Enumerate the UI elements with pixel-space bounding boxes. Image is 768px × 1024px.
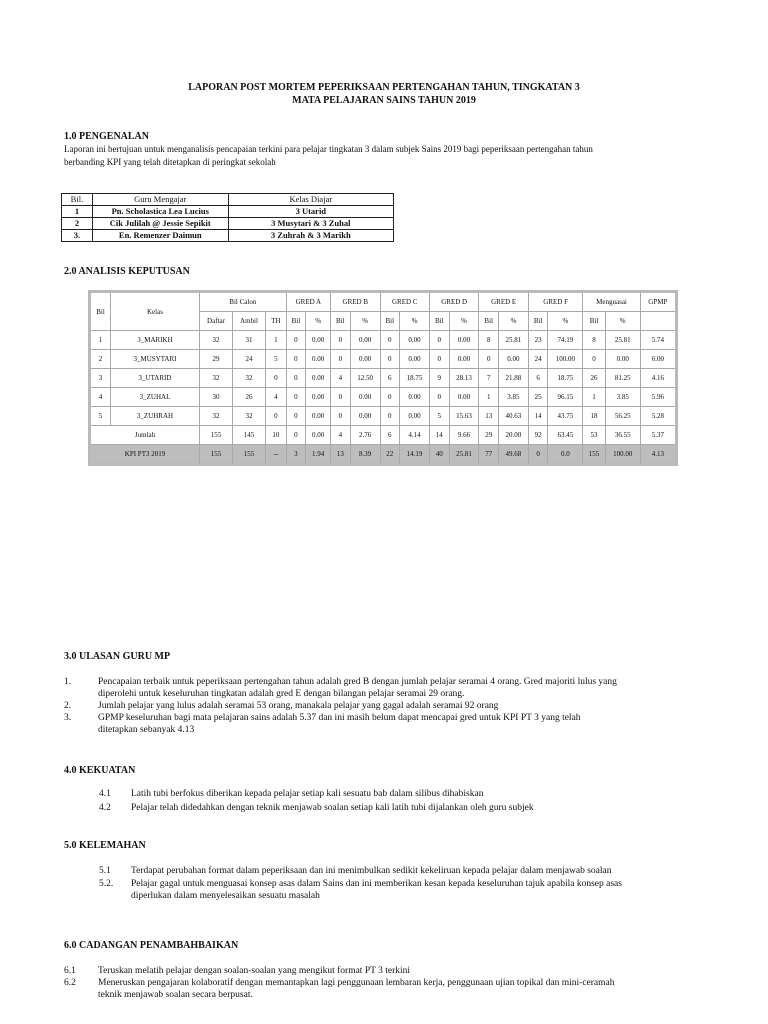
results-cell: 2.76 xyxy=(350,426,380,445)
results-cell: 0.00 xyxy=(306,350,331,369)
section1-heading: 1.0 PENGENALAN xyxy=(64,131,150,142)
results-cell: 25.81 xyxy=(605,331,640,350)
results-header-cell: GRED C xyxy=(380,292,429,312)
results-cell: 0 xyxy=(429,388,449,407)
teacher-row xyxy=(62,230,394,242)
results-cell: 6 xyxy=(380,369,400,388)
results-cell: 1 xyxy=(90,331,111,350)
results-cell: 96.15 xyxy=(548,388,583,407)
results-subheader-cell: % xyxy=(548,312,583,331)
results-cell: 0.00 xyxy=(449,350,479,369)
results-cell: 155 xyxy=(583,445,605,465)
results-cell: 0 xyxy=(331,388,351,407)
results-subheader-cell: Bil xyxy=(583,312,605,331)
teacher-cell: 2 xyxy=(62,218,93,230)
results-cell: 3_UTARID xyxy=(110,369,199,388)
results-cell: 23 xyxy=(528,331,548,350)
results-cell: 31 xyxy=(232,331,265,350)
results-cell: 0.00 xyxy=(400,331,430,350)
results-cell: 0.00 xyxy=(350,388,380,407)
results-cell: 1 xyxy=(265,331,286,350)
results-header-row1 xyxy=(90,292,677,312)
section3-item-number: 2. xyxy=(64,701,72,711)
results-header-cell: Bil xyxy=(90,292,111,331)
results-cell: 0.00 xyxy=(498,350,528,369)
results-cell: 26 xyxy=(583,369,605,388)
results-cell: 29 xyxy=(479,426,499,445)
section4-item-number: 4.1 xyxy=(99,789,111,799)
results-cell: 0.00 xyxy=(306,426,331,445)
results-cell: 5.37 xyxy=(640,426,676,445)
results-table xyxy=(88,290,678,466)
results-cell: 9.66 xyxy=(449,426,479,445)
results-cell: 8 xyxy=(479,331,499,350)
results-cell: 32 xyxy=(199,407,232,426)
results-cell: 0 xyxy=(286,369,306,388)
section1-text-line1: Laporan ini bertujuan untuk menganalisis pencapaian terkini para pelajar tingkatan 3 dalam subjek Sains 2019 bagi peperiksaan pertengahan tahun xyxy=(64,144,593,154)
teacher-header-cell: Guru Mengajar xyxy=(92,194,228,206)
results-cell: 155 xyxy=(199,426,232,445)
section3-item-text: Pencapaian terbaik untuk peperiksaan pertengahan tahun adalah gred B dengan jumlah pelajar seramai 4 orang. Gred majoriti lulus yang xyxy=(98,677,617,687)
results-cell: 7 xyxy=(479,369,499,388)
results-cell: 26 xyxy=(232,388,265,407)
results-cell: Jumlah xyxy=(90,426,200,445)
results-cell: 0.00 xyxy=(306,369,331,388)
results-cell: 77 xyxy=(479,445,499,465)
results-cell: 0 xyxy=(265,407,286,426)
section3-item-text: ditetapkan sebanyak 4.13 xyxy=(98,725,195,735)
results-cell: 1 xyxy=(479,388,499,407)
results-cell: 63.45 xyxy=(548,426,583,445)
results-cell: 24 xyxy=(232,350,265,369)
results-cell: 13 xyxy=(479,407,499,426)
teacher-cell: 1 xyxy=(62,206,93,218)
results-cell: 0 xyxy=(265,369,286,388)
results-cell: 43.75 xyxy=(548,407,583,426)
results-cell: 3 xyxy=(286,445,306,465)
teacher-cell: Pn. Scholastica Lea Lucius xyxy=(92,206,228,218)
report-title-line1: LAPORAN POST MORTEM PEPERIKSAAN PERTENGAHAN TAHUN, TINGKATAN 3 xyxy=(188,82,580,93)
results-cell: 5.28 xyxy=(640,407,676,426)
results-cell: 0 xyxy=(331,350,351,369)
results-subheader-cell: Bil xyxy=(479,312,499,331)
section4-heading: 4.0 KEKUATAN xyxy=(64,765,136,776)
results-subheader-cell: % xyxy=(400,312,430,331)
section6-item-text: teknik menjawab soalan secara berpusat. xyxy=(98,990,253,1000)
results-cell: 100.00 xyxy=(605,445,640,465)
results-cell: 1.94 xyxy=(306,445,331,465)
results-cell: 4 xyxy=(331,426,351,445)
results-cell: 0.00 xyxy=(306,331,331,350)
results-header-cell: GRED D xyxy=(429,292,478,312)
teacher-cell: 3 Utarid xyxy=(228,206,393,218)
results-header-cell: GRED F xyxy=(528,292,583,312)
results-cell: 0.00 xyxy=(350,331,380,350)
results-row xyxy=(90,369,677,388)
results-cell: 4.14 xyxy=(400,426,430,445)
section3-item-text: Jumlah pelajar yang lulus adalah seramai 53 orang, manakala pelajar yang gagal adalah seramai 92 orang xyxy=(98,701,499,711)
results-cell: 14 xyxy=(429,426,449,445)
results-subheader-cell: % xyxy=(350,312,380,331)
section1-text-line2: berbanding KPI yang telah ditetapkan di peringkat sekolah xyxy=(64,157,276,167)
results-subheader-cell: Bil xyxy=(380,312,400,331)
section4-item-text: Pelajar telah didedahkan dengan teknik menjawab soalan setiap kali latih tubi dijalankan oleh guru subjek xyxy=(131,803,534,813)
section6-item-number: 6.2 xyxy=(64,978,76,988)
results-cell: 6 xyxy=(528,369,548,388)
results-kpi-row xyxy=(90,445,677,465)
results-header-cell: Bil Calon xyxy=(199,292,286,312)
results-cell: 0 xyxy=(429,331,449,350)
results-cell: 74.19 xyxy=(548,331,583,350)
results-cell: 5.74 xyxy=(640,331,676,350)
teacher-table-header xyxy=(62,194,394,206)
results-cell: 18 xyxy=(583,407,605,426)
results-cell: 3.85 xyxy=(605,388,640,407)
teacher-header-cell: Kelas Diajar xyxy=(228,194,393,206)
results-cell: 14.19 xyxy=(400,445,430,465)
results-cell: 2 xyxy=(90,350,111,369)
results-cell: 0.00 xyxy=(306,388,331,407)
section3-item-number: 3. xyxy=(64,713,72,723)
section6-heading: 6.0 CADANGAN PENAMBAHBAIKAN xyxy=(64,940,239,951)
results-cell: 5.96 xyxy=(640,388,676,407)
section3-item-text: diperolehi untuk keseluruhan tingkatan adalah gred E dengan bilangan pelajar seramai 29 orang. xyxy=(98,689,465,699)
results-cell: 0 xyxy=(286,388,306,407)
results-cell: 0 xyxy=(429,350,449,369)
results-cell: 14 xyxy=(528,407,548,426)
results-subheader-cell: Bil xyxy=(331,312,351,331)
results-subheader-cell: % xyxy=(449,312,479,331)
results-row xyxy=(90,388,677,407)
results-cell: 0 xyxy=(286,426,306,445)
results-cell: 32 xyxy=(199,369,232,388)
results-row xyxy=(90,350,677,369)
results-cell: 40 xyxy=(429,445,449,465)
teacher-header-cell: Bil. xyxy=(62,194,93,206)
results-cell: 30 xyxy=(199,388,232,407)
results-cell: 13 xyxy=(331,445,351,465)
section4-item-text: Latih tubi berfokus diberikan kepada pelajar setiap kali sesuatu bab dalam silibus dihabiskan xyxy=(131,789,484,799)
results-cell: 24 xyxy=(528,350,548,369)
results-cell: 22 xyxy=(380,445,400,465)
results-cell: 18.75 xyxy=(400,369,430,388)
results-cell: 36.55 xyxy=(605,426,640,445)
results-cell: 145 xyxy=(232,426,265,445)
teacher-cell: En. Remenzer Daimun xyxy=(92,230,228,242)
results-cell: 25 xyxy=(528,388,548,407)
results-cell: 1 xyxy=(583,388,605,407)
results-cell: 32 xyxy=(232,407,265,426)
results-header-cell: GRED B xyxy=(331,292,380,312)
teacher-cell: Cik Julilah @ Jessie Sepikit xyxy=(92,218,228,230)
results-subheader-cell: Bil xyxy=(429,312,449,331)
results-cell: 0 xyxy=(380,388,400,407)
results-cell: 0.00 xyxy=(400,350,430,369)
results-cell: 0.00 xyxy=(306,407,331,426)
results-cell: KPI PT3 2019 xyxy=(90,445,200,465)
results-cell: 3_MUSYTARI xyxy=(110,350,199,369)
results-cell: 9 xyxy=(429,369,449,388)
results-cell: 53 xyxy=(583,426,605,445)
results-cell: -- xyxy=(265,445,286,465)
results-total-row xyxy=(90,426,677,445)
results-subheader-cell: % xyxy=(605,312,640,331)
results-cell: 8.39 xyxy=(350,445,380,465)
teacher-cell: 3. xyxy=(62,230,93,242)
section6-item-number: 6.1 xyxy=(64,966,76,976)
results-cell: 81.25 xyxy=(605,369,640,388)
results-header-cell: GRED A xyxy=(286,292,330,312)
results-cell: 0 xyxy=(380,407,400,426)
results-cell: 6 xyxy=(380,426,400,445)
results-cell: 32 xyxy=(199,331,232,350)
results-cell: 0.00 xyxy=(350,350,380,369)
results-cell: 0.00 xyxy=(449,331,479,350)
results-subheader-cell: % xyxy=(498,312,528,331)
section5-item-number: 5.2. xyxy=(99,879,114,889)
results-cell: 0 xyxy=(380,350,400,369)
results-cell: 0.00 xyxy=(350,407,380,426)
results-cell: 5 xyxy=(429,407,449,426)
results-cell: 0.00 xyxy=(400,388,430,407)
results-cell: 5 xyxy=(90,407,111,426)
section5-item-text: diperlukan dalam menyelesaikan sesuatu masalah xyxy=(131,891,320,901)
results-cell: 15.63 xyxy=(449,407,479,426)
section5-item-text: Terdapat perubahan format dalam peperiksaan dan ini menimbulkan sedikit kekeliruan kepada pelajar dalam menjawab soalan xyxy=(131,866,612,876)
results-cell: 25.81 xyxy=(498,331,528,350)
results-cell: 0 xyxy=(331,331,351,350)
results-header-cell: Menguasai xyxy=(583,292,640,312)
teacher-row xyxy=(62,218,394,230)
results-subheader-cell: Daftar xyxy=(199,312,232,331)
results-cell: 4.13 xyxy=(640,445,676,465)
teacher-cell: 3 Zuhrah & 3 Marikh xyxy=(228,230,393,242)
results-cell: 8 xyxy=(583,331,605,350)
results-cell: 3_ZUHAL xyxy=(110,388,199,407)
results-cell: 20.00 xyxy=(498,426,528,445)
results-subheader-cell: Ambil xyxy=(232,312,265,331)
results-subheader-cell: Bil xyxy=(528,312,548,331)
results-cell: 6.00 xyxy=(640,350,676,369)
results-cell: 0.0 xyxy=(548,445,583,465)
results-header-cell: Kelas xyxy=(110,292,199,331)
results-cell: 10 xyxy=(265,426,286,445)
section6-item-text: Meneruskan pengajaran kolaboratif dengan memantapkan lagi penggunaan lembaran kerja, penggunaan ujian topikal dan mini-ceramah xyxy=(98,978,615,988)
section5-item-number: 5.1 xyxy=(99,866,111,876)
section3-heading: 3.0 ULASAN GURU MP xyxy=(64,651,171,662)
results-cell: 3 xyxy=(90,369,111,388)
results-cell: 4 xyxy=(331,369,351,388)
results-cell: 12.50 xyxy=(350,369,380,388)
results-cell: 0.00 xyxy=(605,350,640,369)
teacher-table xyxy=(61,193,394,242)
results-cell: 3_ZUHRAH xyxy=(110,407,199,426)
section3-item-text: GPMP keseluruhan bagi mata pelajaran sains adalah 5.37 dan ini masih belum dapat mencapai gred untuk KPI PT 3 yang telah xyxy=(98,713,581,723)
results-cell: 0.00 xyxy=(449,388,479,407)
teacher-cell: 3 Musytari & 3 Zuhal xyxy=(228,218,393,230)
results-cell: 56.25 xyxy=(605,407,640,426)
results-cell: 29 xyxy=(199,350,232,369)
results-cell: 28.13 xyxy=(449,369,479,388)
section2-heading: 2.0 ANALISIS KEPUTUSAN xyxy=(64,266,190,277)
results-cell: 32 xyxy=(232,369,265,388)
results-subheader-cell: Bil xyxy=(286,312,306,331)
results-cell: 0 xyxy=(380,331,400,350)
results-cell: 21.88 xyxy=(498,369,528,388)
results-subheader-cell: % xyxy=(306,312,331,331)
results-cell: 5 xyxy=(265,350,286,369)
results-cell: 25.81 xyxy=(449,445,479,465)
report-title-line2: MATA PELAJARAN SAINS TAHUN 2019 xyxy=(292,95,476,106)
section6-item-text: Teruskan melatih pelajar dengan soalan-soalan yang mengikut format PT 3 terkini xyxy=(98,966,411,976)
results-subheader-blank xyxy=(640,312,676,331)
results-row xyxy=(90,407,677,426)
results-cell: 3_MARIKH xyxy=(110,331,199,350)
results-cell: 0 xyxy=(286,331,306,350)
results-cell: 4 xyxy=(90,388,111,407)
results-cell: 0 xyxy=(286,350,306,369)
results-cell: 4 xyxy=(265,388,286,407)
teacher-row xyxy=(62,206,394,218)
results-cell: 3.85 xyxy=(498,388,528,407)
results-cell: 92 xyxy=(528,426,548,445)
results-cell: 0 xyxy=(479,350,499,369)
results-cell: 100.00 xyxy=(548,350,583,369)
results-cell: 4.16 xyxy=(640,369,676,388)
results-header-cell: GRED E xyxy=(479,292,528,312)
results-cell: 49.68 xyxy=(498,445,528,465)
results-cell: 18.75 xyxy=(548,369,583,388)
section4-item-number: 4.2 xyxy=(99,803,111,813)
section3-item-number: 1. xyxy=(64,677,72,687)
results-cell: 0.00 xyxy=(400,407,430,426)
results-subheader-cell: TH xyxy=(265,312,286,331)
results-row xyxy=(90,331,677,350)
results-cell: 0 xyxy=(331,407,351,426)
results-cell: 155 xyxy=(199,445,232,465)
results-cell: 40.63 xyxy=(498,407,528,426)
results-cell: 0 xyxy=(583,350,605,369)
results-cell: 0 xyxy=(286,407,306,426)
results-cell: 155 xyxy=(232,445,265,465)
section5-item-text: Pelajar gagal untuk menguasai konsep asas dalam Sains dan ini memberikan kesan kepada keseluruhan tajuk apabila konsep asas xyxy=(131,879,622,889)
results-header-cell: GPMP xyxy=(640,292,676,312)
section5-heading: 5.0 KELEMAHAN xyxy=(64,840,146,851)
results-cell: 0 xyxy=(528,445,548,465)
